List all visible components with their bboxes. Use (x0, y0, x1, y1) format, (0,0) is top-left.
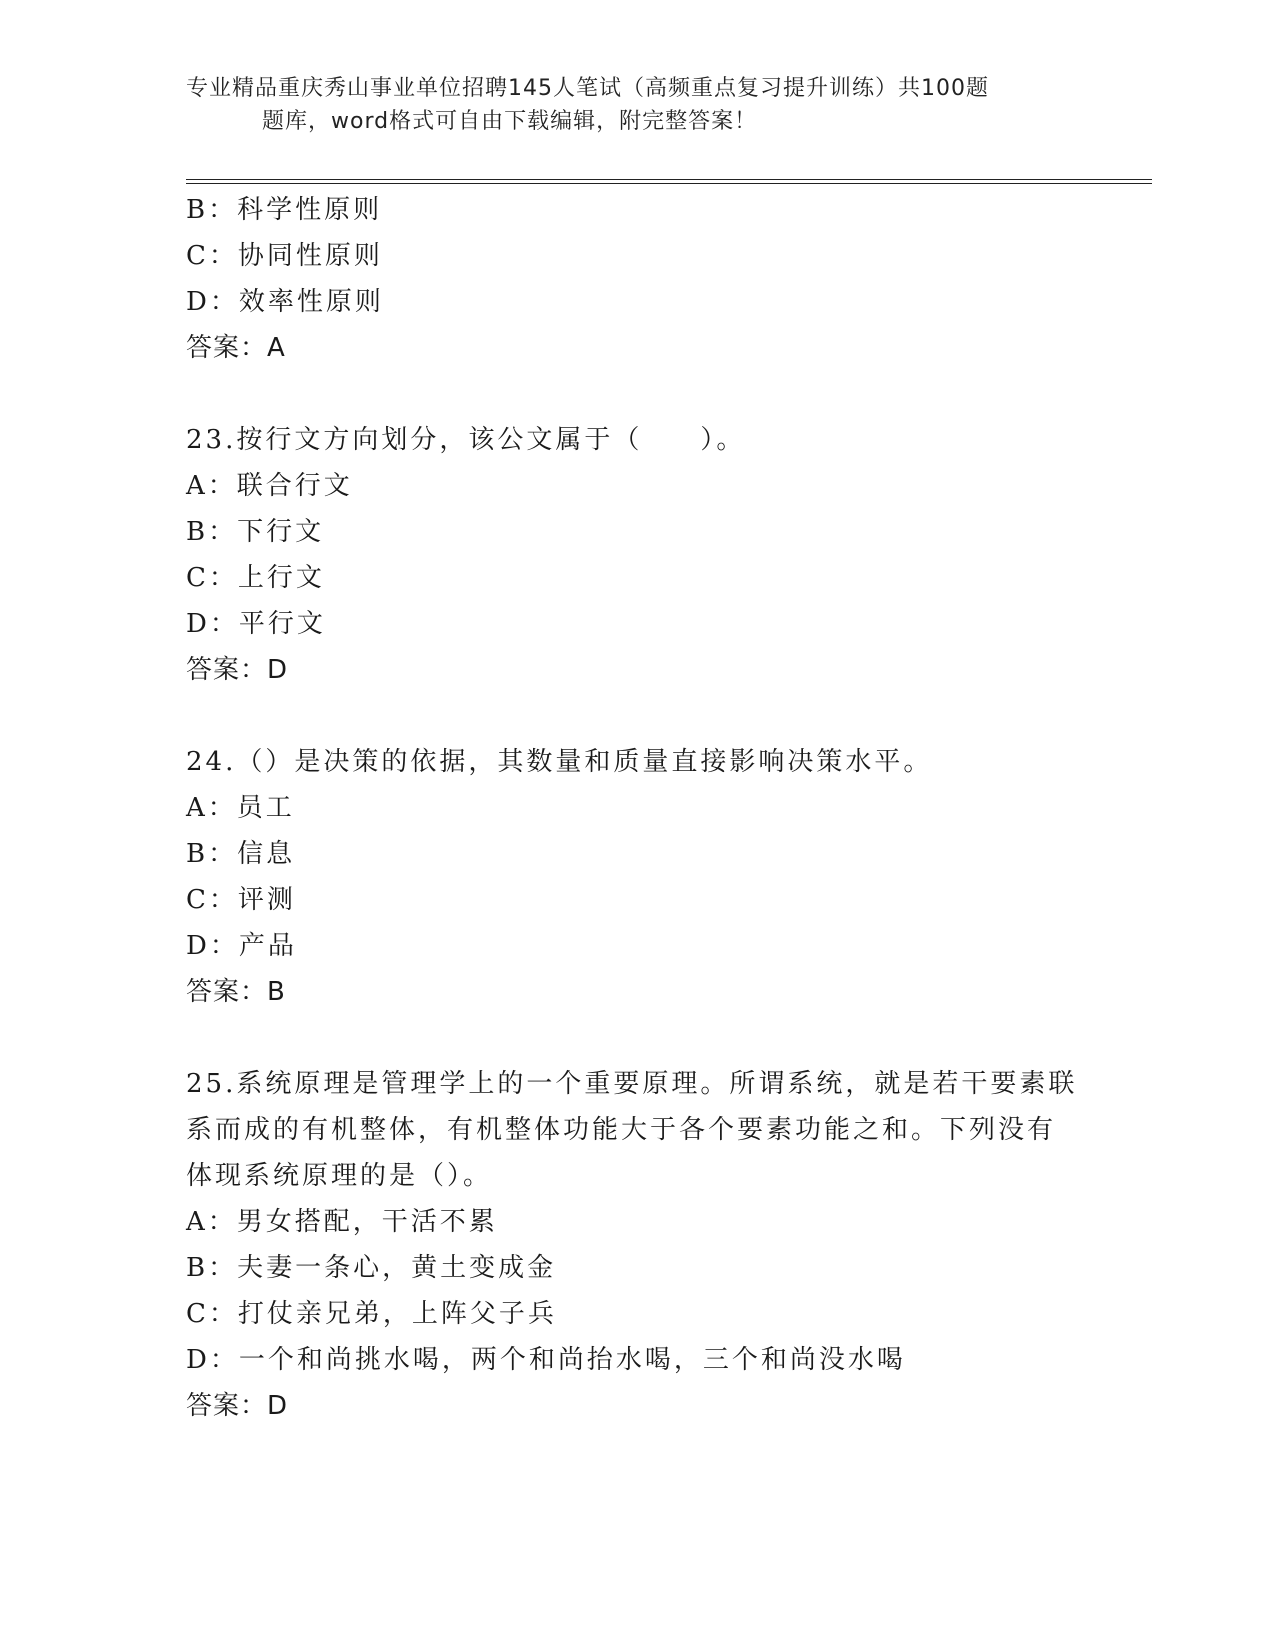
option-d: D：平行文 (186, 609, 326, 639)
answer-line: 答案：A (186, 333, 286, 363)
option-a: A：员工 (186, 793, 295, 823)
question-25 (186, 1061, 1086, 1429)
option-b: B：下行文 (186, 517, 325, 547)
header-title-line-1: 专业精品重庆秀山事业单位招聘145人笔试（高频重点复习提升训练）共100题 (186, 76, 989, 101)
option-d: D：效率性原则 (186, 287, 384, 317)
option-b: B：科学性原则 (186, 195, 383, 225)
document-header (186, 72, 1066, 138)
option-c: C：评测 (186, 885, 296, 915)
question-23 (186, 417, 1086, 693)
option-d: D：一个和尚挑水喝，两个和尚抬水喝，三个和尚没水喝 (186, 1345, 906, 1375)
question-stem: 24.（）是决策的依据，其数量和质量直接影响决策水平。 (186, 747, 933, 777)
answer-line: 答案：D (186, 655, 289, 685)
question-22-continued (186, 187, 1086, 371)
option-c: C：协同性原则 (186, 241, 383, 271)
spacer (186, 693, 1086, 739)
option-d: D：产品 (186, 931, 297, 961)
option-c: C：打仗亲兄弟，上阵父子兵 (186, 1299, 557, 1329)
option-a: A：男女搭配，干活不累 (186, 1207, 498, 1237)
question-list (186, 187, 1086, 1429)
option-a: A：联合行文 (186, 471, 353, 501)
option-b: B：信息 (186, 839, 296, 869)
header-title-line-2: 题库，word格式可自由下载编辑，附完整答案！ (262, 109, 758, 134)
header-rule-bottom (186, 183, 1152, 184)
question-stem-line-1: 25.系统原理是管理学上的一个重要原理。所谓系统，就是若干要素联 (186, 1069, 1078, 1099)
question-stem-line-2: 系而成的有机整体，有机整体功能大于各个要素功能之和。下列没有 (186, 1115, 1057, 1145)
option-c: C：上行文 (186, 563, 325, 593)
header-rule-top (186, 179, 1152, 180)
spacer (186, 371, 1086, 417)
question-stem: 23.按行文方向划分，该公文属于（ ）。 (186, 425, 746, 455)
spacer (186, 1015, 1086, 1061)
answer-line: 答案：D (186, 1391, 289, 1421)
question-24 (186, 739, 1086, 1015)
answer-line: 答案：B (186, 977, 286, 1007)
question-stem-line-3: 体现系统原理的是（）。 (186, 1161, 493, 1191)
option-b: B：夫妻一条心，黄土变成金 (186, 1253, 557, 1283)
